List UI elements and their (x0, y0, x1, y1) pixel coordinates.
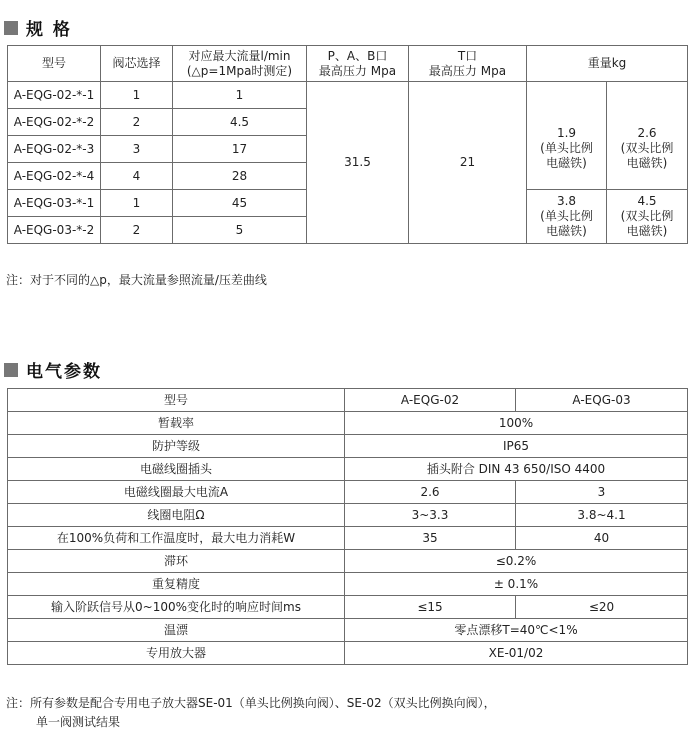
param-label: 专用放大器 (8, 642, 345, 665)
param-value: 零点漂移T=40℃<1% (345, 619, 688, 642)
flow-cell: 45 (173, 190, 307, 217)
table-row (8, 435, 688, 458)
param-label: 输入阶跃信号从0~100%变化时的响应时间ms (8, 596, 345, 619)
table-row (8, 527, 688, 550)
spec-note: 注：对于不同的△p，最大流量参照流量/压差曲线 (6, 273, 267, 287)
table-row (8, 82, 688, 109)
model-cell: A-EQG-02-*-2 (8, 109, 101, 136)
param-label: 电磁线圈插头 (8, 458, 345, 481)
param-value-03: 3.8~4.1 (516, 504, 688, 527)
spool-cell: 4 (101, 163, 173, 190)
elec-header-label: 型号 (8, 389, 345, 412)
elec-section-heading (4, 357, 102, 382)
param-value-03: ≤20 (516, 596, 688, 619)
model-cell: A-EQG-02-*-4 (8, 163, 101, 190)
elec-note-line-2: 单一阀测试结果 (36, 715, 121, 729)
table-row (8, 458, 688, 481)
spool-cell: 1 (101, 190, 173, 217)
table-row (8, 619, 688, 642)
table-row (8, 412, 688, 435)
header-weight: 重量kg (527, 46, 688, 82)
elec-section-title: 电气参数 (26, 362, 102, 382)
flow-cell: 17 (173, 136, 307, 163)
param-value-02: 3~3.3 (345, 504, 516, 527)
param-value-02: 2.6 (345, 481, 516, 504)
header-pab-pressure: P、A、B口 最高压力 Mpa (307, 46, 409, 82)
table-row (8, 481, 688, 504)
model-cell: A-EQG-02-*-1 (8, 82, 101, 109)
param-value: XE-01/02 (345, 642, 688, 665)
weight-02-double: 2.6 (双头比例 电磁铁) (607, 109, 688, 190)
flow-cell: 28 (173, 163, 307, 190)
header-flow: 对应最大流量l/min (△p=1Mpa时测定) (173, 46, 307, 82)
spec-table (7, 45, 688, 244)
spool-cell: 3 (101, 136, 173, 163)
param-label: 重复精度 (8, 573, 345, 596)
param-value-02: 35 (345, 527, 516, 550)
param-label: 防护等级 (8, 435, 345, 458)
flow-cell: 4.5 (173, 109, 307, 136)
section-square-icon (4, 21, 18, 35)
weight-03-double: 4.5 (双头比例 电磁铁) (607, 190, 688, 244)
header-t-pressure: T口 最高压力 Mpa (409, 46, 527, 82)
elec-header-model-02: A-EQG-02 (345, 389, 516, 412)
header-model: 型号 (8, 46, 101, 82)
table-row (8, 504, 688, 527)
param-value: 插头附合 DIN 43 650/ISO 4400 (345, 458, 688, 481)
param-label: 电磁线圈最大电流A (8, 481, 345, 504)
model-cell: A-EQG-03-*-1 (8, 190, 101, 217)
table-row (8, 596, 688, 619)
spool-cell: 1 (101, 82, 173, 109)
spec-section-heading (4, 15, 72, 40)
param-label: 滞环 (8, 550, 345, 573)
flow-cell: 1 (173, 82, 307, 109)
model-cell: A-EQG-02-*-3 (8, 136, 101, 163)
param-value: ± 0.1% (345, 573, 688, 596)
param-value-03: 40 (516, 527, 688, 550)
pab-pressure-cell: 31.5 (307, 82, 409, 244)
header-spool: 阀芯选择 (101, 46, 173, 82)
param-value-03: 3 (516, 481, 688, 504)
spec-header-row (8, 46, 688, 82)
table-row (8, 642, 688, 665)
spec-section-title: 规 格 (26, 20, 72, 40)
param-value-02: ≤15 (345, 596, 516, 619)
section-square-icon (4, 363, 18, 377)
model-cell: A-EQG-03-*-2 (8, 217, 101, 244)
weight-03-single: 3.8 (单头比例 电磁铁) (527, 190, 607, 244)
t-pressure-cell: 21 (409, 82, 527, 244)
spool-cell: 2 (101, 217, 173, 244)
param-value: IP65 (345, 435, 688, 458)
param-label: 温漂 (8, 619, 345, 642)
param-value: ≤0.2% (345, 550, 688, 573)
elec-header-row (8, 389, 688, 412)
table-row (8, 573, 688, 596)
table-row (8, 550, 688, 573)
flow-cell: 5 (173, 217, 307, 244)
param-label: 线圈电阻Ω (8, 504, 345, 527)
param-label: 暂载率 (8, 412, 345, 435)
elec-table (7, 388, 688, 665)
elec-note-line-1: 注：所有参数是配合专用电子放大器SE-01（单头比例换向阀）、SE-02（双头比例换向阀）， (6, 696, 496, 710)
elec-header-model-03: A-EQG-03 (516, 389, 688, 412)
weight-02-single: 1.9 (单头比例 电磁铁) (527, 109, 607, 190)
param-label: 在100%负荷和工作温度时，最大电力消耗W (8, 527, 345, 550)
param-value: 100% (345, 412, 688, 435)
spool-cell: 2 (101, 109, 173, 136)
